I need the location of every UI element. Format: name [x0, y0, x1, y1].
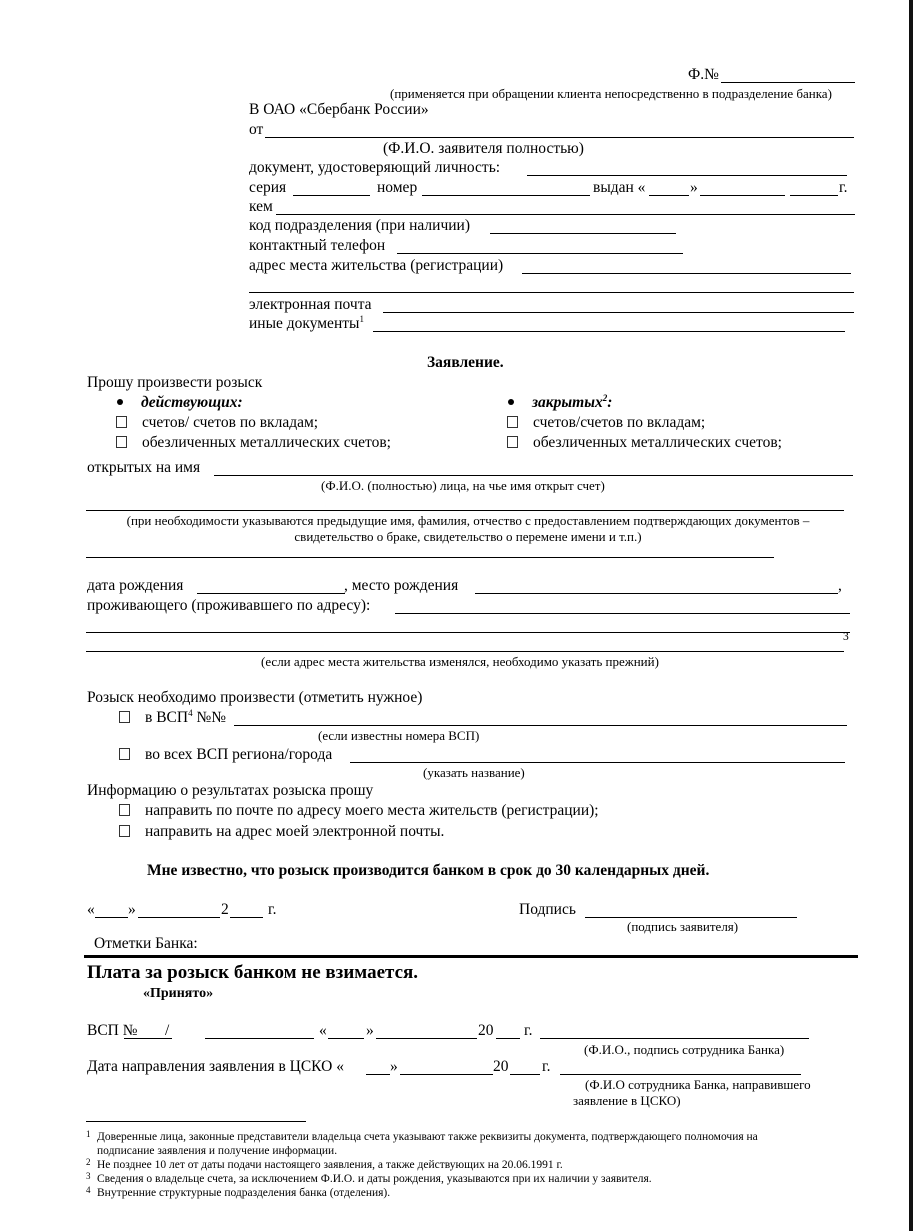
- bullet-icon: [508, 399, 514, 405]
- sent-month-field[interactable]: [400, 1074, 493, 1075]
- previous-name-hint-1: (при необходимости указываются предыдущие имя, фамилия, отчество с предоставлением подтверждающих документов –: [126, 513, 810, 528]
- series-label: серия: [249, 179, 287, 196]
- form-number-label: Ф.№: [688, 66, 719, 83]
- checkbox-icon[interactable]: [116, 416, 127, 428]
- from-label: от: [249, 121, 264, 138]
- footnote-2-num: 2: [86, 1157, 91, 1167]
- residence-field[interactable]: [395, 613, 850, 614]
- active-option-accounts[interactable]: счетов/ счетов по вкладам;: [116, 414, 318, 432]
- vsp-subnumber-field[interactable]: [205, 1038, 314, 1039]
- birth-place-comma: ,: [838, 577, 842, 594]
- footnote-separator: [86, 1121, 306, 1122]
- address-label: адрес места жительства (регистрации): [249, 257, 504, 274]
- addressee: В ОАО «Сбербанк России»: [249, 101, 429, 118]
- bank-marks-label: Отметки Банка:: [94, 935, 198, 952]
- bullet-icon: [117, 399, 123, 405]
- sign-day-field[interactable]: [95, 917, 128, 918]
- footnote-1-num: 1: [86, 1129, 91, 1139]
- vsp-numbers-field[interactable]: [234, 725, 847, 726]
- birth-date-label: дата рождения: [87, 577, 184, 594]
- closed-option-metal[interactable]: обезличенных металлических счетов;: [507, 434, 782, 452]
- checkbox-icon[interactable]: [119, 711, 130, 723]
- delivery-option-email[interactable]: направить на адрес моей электронной почты.: [119, 823, 444, 841]
- footnote-1-text-2: подписание заявления и получение информации.: [97, 1145, 338, 1157]
- birth-place-label: , место рождения: [344, 577, 459, 594]
- division-code-label: код подразделения (при наличии): [249, 217, 471, 234]
- accept-year-suffix: г.: [524, 1022, 533, 1039]
- date-close-quote: »: [128, 901, 136, 918]
- sent-employee-field[interactable]: [560, 1074, 801, 1075]
- accept-quote-close: »: [366, 1022, 374, 1039]
- employee-signature-field[interactable]: [540, 1038, 809, 1039]
- footnote-1-text: Доверенные лица, законные представители владельца счета указывают также реквизиты документа, подтверждающего полномочия на: [97, 1131, 758, 1143]
- id-document-label: документ, удостоверяющий личность:: [249, 159, 501, 176]
- number-field[interactable]: [422, 195, 590, 196]
- footnote-ref-1: 1: [359, 313, 364, 324]
- region-name-hint: (указать название): [423, 765, 525, 780]
- accept-month-field[interactable]: [376, 1038, 477, 1039]
- signature-field[interactable]: [585, 917, 797, 918]
- footnote-ref-3: 3: [843, 631, 849, 643]
- region-name-field[interactable]: [350, 762, 845, 763]
- date-open-quote: «: [87, 901, 95, 918]
- issued-month-field[interactable]: [700, 195, 785, 196]
- issued-year-suffix: г.: [839, 179, 848, 196]
- previous-name-hint-2: свидетельство о браке, свидетельство о перемене имени и т.п.): [294, 529, 642, 544]
- account-holder-name-hint: (Ф.И.О. (полностью) лица, на чье имя открыт счет): [321, 478, 605, 493]
- sign-month-field[interactable]: [138, 917, 220, 918]
- sent-year-prefix: 20: [493, 1058, 509, 1075]
- checkbox-icon[interactable]: [119, 804, 130, 816]
- bank-section-divider: [84, 955, 858, 958]
- birth-place-field[interactable]: [475, 593, 838, 594]
- footnote-ref-2: 2: [602, 392, 608, 403]
- active-accounts-label: действующих:: [117, 394, 243, 412]
- accepted-label: «Принято»: [143, 986, 214, 1001]
- sent-employee-hint-1: (Ф.И.О сотрудника Банка, направившего: [585, 1077, 811, 1092]
- sign-year-field[interactable]: [230, 917, 263, 918]
- sent-employee-hint-2: заявление в ЦСКО): [573, 1093, 681, 1108]
- id-document-field[interactable]: [527, 175, 847, 176]
- series-field[interactable]: [293, 195, 370, 196]
- sign-year-suffix: г.: [268, 901, 277, 918]
- delivery-option-post[interactable]: направить по почте по адресу моего места жительств (регистрации);: [119, 802, 599, 820]
- birth-date-field[interactable]: [197, 593, 345, 594]
- issued-day-field[interactable]: [649, 195, 689, 196]
- checkbox-icon[interactable]: [119, 825, 130, 837]
- previous-name-field-2[interactable]: [86, 557, 774, 558]
- signature-hint: (подпись заявителя): [627, 919, 739, 934]
- issued-by-label: кем: [249, 198, 273, 215]
- issued-year-field[interactable]: [790, 195, 838, 196]
- statement-title: Заявление.: [427, 354, 504, 371]
- form-number-note: (применяется при обращении клиента непосредственно в подразделение банка): [390, 86, 832, 101]
- accept-day-field[interactable]: [328, 1038, 364, 1039]
- accept-quote-open: «: [319, 1022, 327, 1039]
- number-label: номер: [377, 179, 418, 196]
- issued-quote-close: »: [690, 179, 698, 196]
- footnote-2-text: Не позднее 10 лет от даты подачи настоящего заявления, а также действующих на 20.06.1991 г.: [97, 1159, 563, 1171]
- applicant-name-hint: (Ф.И.О. заявителя полностью): [383, 140, 584, 157]
- scope-option-vsp[interactable]: в ВСП$^4$ №№: [119, 709, 226, 727]
- phone-label: контактный телефон: [249, 237, 386, 254]
- account-holder-name-field[interactable]: [214, 475, 853, 476]
- residence-field-2[interactable]: [86, 632, 850, 633]
- sent-year-field[interactable]: [510, 1074, 540, 1075]
- residence-field-3[interactable]: [86, 651, 844, 652]
- footnote-3-text: Сведения о владельце счета, за исключением Ф.И.О. и даты рождения, указываются при их наличии у заявителя.: [97, 1173, 652, 1185]
- previous-name-field[interactable]: [86, 510, 844, 511]
- result-delivery-label: Информацию о результатах розыска прошу: [87, 782, 374, 799]
- address-field[interactable]: [522, 273, 851, 274]
- employee-signature-hint: (Ф.И.О., подпись сотрудника Банка): [584, 1042, 785, 1057]
- checkbox-icon[interactable]: [507, 416, 518, 428]
- checkbox-icon[interactable]: [116, 436, 127, 448]
- active-option-metal[interactable]: обезличенных металлических счетов;: [116, 434, 391, 452]
- closed-option-accounts[interactable]: счетов/счетов по вкладам;: [507, 414, 705, 432]
- accept-year-prefix: 20: [478, 1022, 494, 1039]
- issued-label: выдан «: [593, 179, 646, 196]
- search-scope-label: Розыск необходимо произвести (отметить нужное): [87, 689, 423, 706]
- sign-year-prefix: 2: [221, 901, 229, 918]
- residence-label: проживающего (проживавшего по адресу):: [87, 597, 371, 614]
- footnote-4-num: 4: [86, 1185, 91, 1195]
- footnote-3-num: 3: [86, 1171, 91, 1181]
- footnote-ref-4: 4: [188, 707, 193, 718]
- checkbox-icon[interactable]: [119, 748, 130, 760]
- vsp-slash: /: [165, 1022, 170, 1039]
- other-docs-field[interactable]: [373, 331, 845, 332]
- email-field[interactable]: [383, 312, 854, 313]
- sent-day-field[interactable]: [366, 1074, 390, 1075]
- division-code-field[interactable]: [490, 233, 676, 234]
- checkbox-icon[interactable]: [507, 436, 518, 448]
- issued-by-field[interactable]: [276, 214, 855, 215]
- other-docs-label: иные документы$^1$: [249, 313, 364, 332]
- accept-year-field[interactable]: [496, 1038, 520, 1039]
- signature-label: Подпись: [519, 901, 576, 918]
- vsp-numbers-hint: (если известны номера ВСП): [318, 728, 480, 743]
- fee-notice: Плата за розыск банком не взимается.: [87, 962, 419, 983]
- opened-in-name-label: открытых на имя: [87, 459, 201, 476]
- footnote-4-text: Внутренние структурные подразделения банка (отделения).: [97, 1187, 391, 1199]
- sent-date-label: Дата направления заявления в ЦСКО «: [87, 1058, 344, 1075]
- processing-time-notice: Мне известно, что розыск производится банком в срок до 30 календарных дней.: [147, 862, 710, 879]
- residence-hint: (если адрес места жительства изменялся, необходимо указать прежний): [261, 654, 659, 669]
- page-edge: [909, 0, 913, 1231]
- sent-quote-close: »: [390, 1058, 398, 1075]
- closed-accounts-label: закрытых$^2$:: [508, 394, 612, 412]
- address-field-line2[interactable]: [249, 292, 854, 293]
- sent-year-suffix: г.: [542, 1058, 551, 1075]
- scope-option-region[interactable]: во всех ВСП региона/города: [119, 746, 332, 764]
- form-number-field[interactable]: [721, 82, 855, 83]
- email-label: электронная почта: [249, 296, 372, 313]
- phone-field[interactable]: [397, 253, 683, 254]
- vsp-number-label: ВСП №: [87, 1022, 138, 1039]
- request-intro: Прошу произвести розыск: [87, 374, 263, 391]
- applicant-name-field[interactable]: [265, 137, 854, 138]
